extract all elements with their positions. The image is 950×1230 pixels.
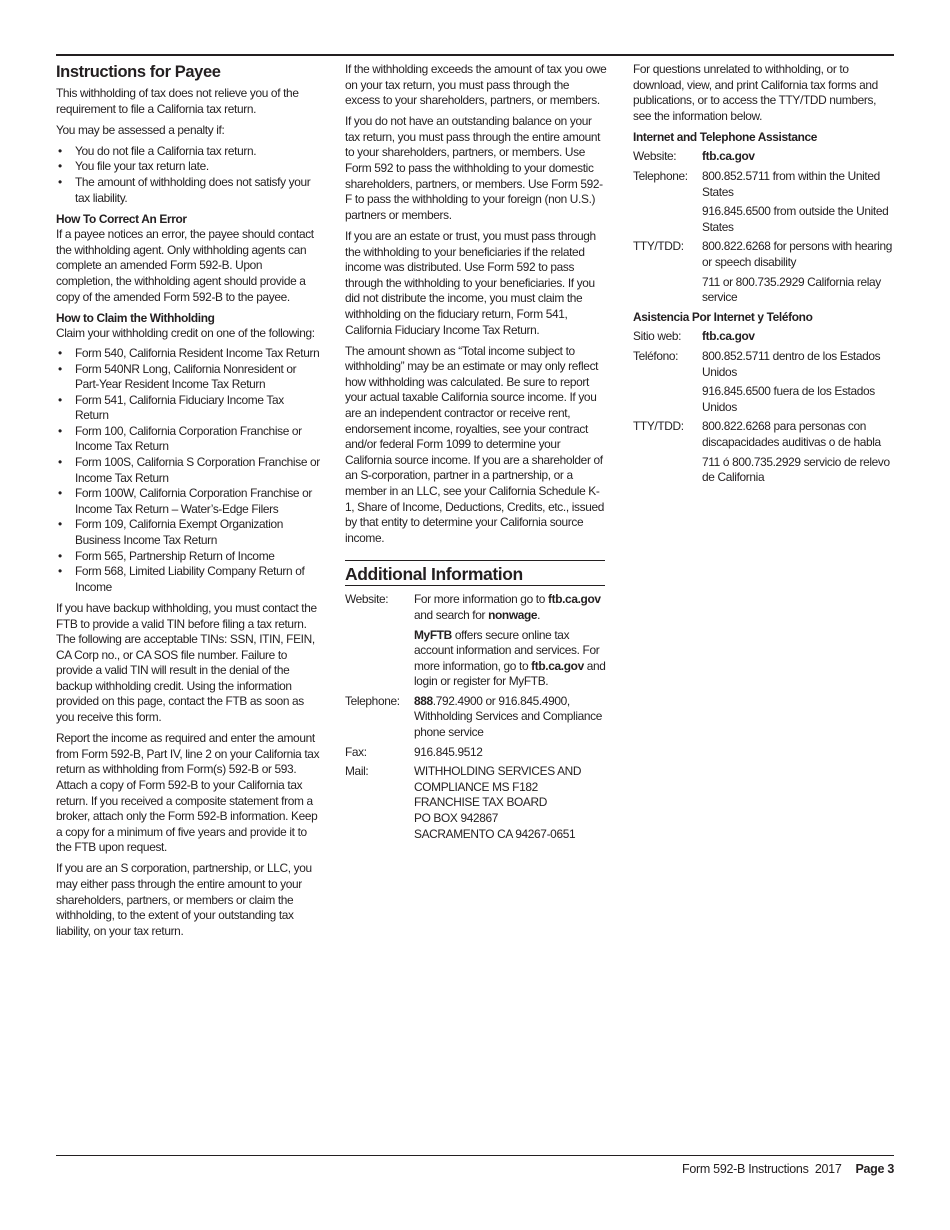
s-corp-paragraph: If you are an S corporation, partnership, or LLC, you may either pass through the entire amount to your shareholders, partners, or members or claim the withholding, to the extent of your outstanding tax liability, on your tax return. (56, 861, 312, 938)
website-row (633, 149, 895, 165)
top-rule (56, 54, 894, 56)
list-item: • Form 109, California Exempt Organization Business Income Tax Return (56, 517, 320, 548)
tty-label: TTY/TDD: (633, 419, 684, 434)
ftb-link[interactable]: ftb.ca.gov (547, 592, 601, 607)
list-item: • Form 540NR Long, California Nonresident or Part-Year Resident Income Tax Return (56, 362, 320, 393)
website-value (414, 592, 607, 690)
website-label: Website: (345, 592, 389, 607)
list-item: • Form 568, Limited Liability Company Return of Income (56, 564, 320, 595)
website-row (345, 592, 607, 690)
penalty-lead: You may be assessed a penalty if: (56, 122, 225, 137)
mail-address (414, 764, 607, 842)
ftb-link[interactable]: ftb.ca.gov (531, 658, 584, 673)
tty-values (702, 419, 895, 485)
phone-number: 711 ó 800.735.2929 servicio de relevo de California (702, 454, 890, 485)
address-line: WITHHOLDING SERVICES AND (414, 764, 582, 779)
column-assistance (633, 62, 895, 490)
sitio-web-label: Sitio web: (633, 329, 682, 344)
phone-number: 916.845.6500 fuera de los Estados Unidos (702, 384, 875, 414)
telephone-row (345, 694, 607, 741)
sitio-web-row (633, 329, 895, 345)
section-title-additional-information: Additional Information (345, 560, 605, 586)
page-number: Page 3 (855, 1162, 894, 1176)
claim-paragraph: Claim your withholding credit on one of the following: (56, 326, 315, 341)
sitio-web-value (702, 329, 895, 345)
subheading-asistencia: Asistencia Por Internet y Teléfono (633, 309, 813, 324)
estate-trust-paragraph: If you are an estate or trust, you must pass through the withholding to your beneficiaries if the related income was distributed. Use Form 592 to pass through the withholding to your beneficiaries. If you did not distribute the income, you must claim the withholding on the fiduciary return, Form 541, California Fiduciary Income Tax Return. (345, 228, 596, 337)
phone-number: 800.822.6268 para personas con discapacidades auditivas o de habla (702, 419, 881, 449)
text: offers secure online tax account information and services. For more information, go to (414, 627, 600, 673)
section-title-instructions-for-payee: Instructions for Payee (56, 63, 221, 81)
list-item: • You file your tax return late. (56, 159, 320, 175)
list-item: • Form 100, California Corporation Franchise or Income Tax Return (56, 424, 320, 455)
phone-number: 800.852.5711 dentro de los Estados Unidos (702, 349, 881, 379)
total-income-paragraph: The amount shown as “Total income subject to withholding” may be an estimate or may only reflect how withholding was calculated. Be sure to report your actual taxable California source income. If you are an independent contractor or receive rent, endorsement income, royalties, see your contract and/or federal Form 1099 to determine your California source income. If you are a shareholder of an S-corporation, partner in a partnership, or a member in an LLC, see your California Schedule K-1, Share of Income, Deductions, Credits, etc., issued by that entity to determine your California source income. (345, 343, 605, 545)
address-line: FRANCHISE TAX BOARD (414, 795, 547, 810)
text: and search for (414, 607, 489, 622)
list-item: • The amount of withholding does not satisfy your tax liability. (56, 175, 320, 206)
assistance-intro: For questions unrelated to withholding, or to download, view, and print California tax forms and publications, or to access the TTY/TDD numbers, see the information below. (633, 62, 878, 123)
tty-values (702, 239, 895, 305)
telefono-label: Teléfono: (633, 349, 679, 363)
column-pass-through (345, 62, 607, 846)
tty-es-row (633, 419, 895, 485)
mail-label: Mail: (345, 764, 369, 779)
phone-rest: .792.4900 or 916.845.4900, Withholding Services and Compliance phone service (414, 693, 603, 740)
address-line: PO BOX 942867 (414, 811, 499, 826)
list-item: • Form 565, Partnership Return of Income (56, 549, 320, 565)
report-income-paragraph: Report the income as required and enter the amount from Form 592-B, Part IV, line 2 on your California tax return as withholding from Form(s) 592-B or 593. Attach a copy of Form 592-B to your California tax return. If you received a composite statement from a broker, attach only the Form 592-B information. Keep a copy for a minimum of five years and provide it to the FTB upon request. (56, 731, 320, 855)
intro-paragraph: This withholding of tax does not relieve you of the requirement to file a California tax return. (56, 86, 299, 116)
correct-error-paragraph: If a payee notices an error, the payee should contact the withholding agent. Only withholding agents can complete an amended Form 592-B. Upon completion, the withholding agent should provide a copy of the amended Form 592-B to the payee. (56, 227, 314, 304)
bottom-rule (56, 1155, 894, 1156)
fax-row (345, 745, 607, 761)
list-item: • Form 100S, California S Corporation Franchise or Income Tax Return (56, 455, 320, 486)
excess-paragraph: If the withholding exceeds the amount of tax you owe on your tax return, you must pass through the excess to your shareholders, partners, or members. (345, 62, 607, 108)
telephone-value (414, 694, 607, 741)
list-item: • Form 541, California Fiduciary Income Tax Return (56, 393, 320, 424)
telephone-label: Telephone: (345, 693, 400, 708)
website-label: Website: (633, 149, 677, 164)
no-balance-paragraph: If you do not have an outstanding balance on your tax return, you must pass through the entire amount to your shareholders, partners, or members. Use Form 592 to pass the withholding to your domestic shareholders, partners, or members. Use Form 592-F to pass the withholding to your foreign (non U.S.) partners or members. (345, 114, 603, 222)
website-value (702, 149, 895, 165)
mail-row (345, 764, 607, 842)
telefono-row (633, 349, 895, 415)
subheading-internet-telephone-assistance: Internet and Telephone Assistance (633, 129, 818, 144)
subheading-correct-error: How To Correct An Error (56, 211, 187, 226)
text: . (537, 607, 541, 622)
phone-prefix: 888 (414, 693, 433, 708)
address-line: SACRAMENTO CA 94267-0651 (414, 826, 576, 841)
penalty-list (56, 144, 320, 206)
backup-withholding-paragraph: If you have backup withholding, you must contact the FTB to provide a valid TIN before filing a tax return. The following are acceptable TINs: SSN, ITIN, FEIN, CA Corp no., or CA SOS file number. Failure to provide a valid TIN will result in the denial of the backup withholding credit. Using the information provided on this page, contact the FTB as soon as you receive this form. (56, 600, 317, 725)
list-item: • You do not file a California tax return. (56, 144, 320, 160)
ftb-link[interactable]: ftb.ca.gov (702, 149, 755, 164)
list-item: • Form 540, California Resident Income Tax Return (56, 346, 320, 362)
address-line: COMPLIANCE MS F182 (414, 779, 538, 794)
telephone-row (633, 169, 895, 235)
form-label: Form 592-B Instructions 2017 (682, 1162, 842, 1176)
page-footer (682, 1161, 894, 1177)
tty-label: TTY/TDD: (633, 239, 684, 254)
text: and login or register for MyFTB. (414, 658, 606, 689)
text: For more information go to (414, 592, 548, 607)
list-item: • Form 100W, California Corporation Franchise or Income Tax Return – Water’s-Edge Filers (56, 486, 320, 517)
ftb-link[interactable]: ftb.ca.gov (702, 329, 755, 344)
fax-value: 916.845.9512 (414, 744, 483, 759)
phone-number: 916.845.6500 from outside the United States (702, 204, 889, 234)
phone-number: 800.852.5711 from within the United States (702, 169, 880, 199)
search-term: nonwage (488, 607, 538, 622)
telefono-values (702, 349, 895, 415)
telephone-label: Telephone: (633, 169, 688, 184)
phone-number: 711 or 800.735.2929 California relay service (702, 274, 881, 305)
claim-forms-list (56, 346, 320, 596)
tty-row (633, 239, 895, 305)
telephone-values (702, 169, 895, 235)
column-instructions-for-payee (56, 62, 320, 945)
myftb-term: MyFTB (414, 627, 452, 642)
fax-label: Fax: (345, 744, 367, 759)
subheading-claim-withholding: How to Claim the Withholding (56, 310, 215, 325)
phone-number: 800.822.6268 for persons with hearing or speech disability (702, 239, 892, 270)
